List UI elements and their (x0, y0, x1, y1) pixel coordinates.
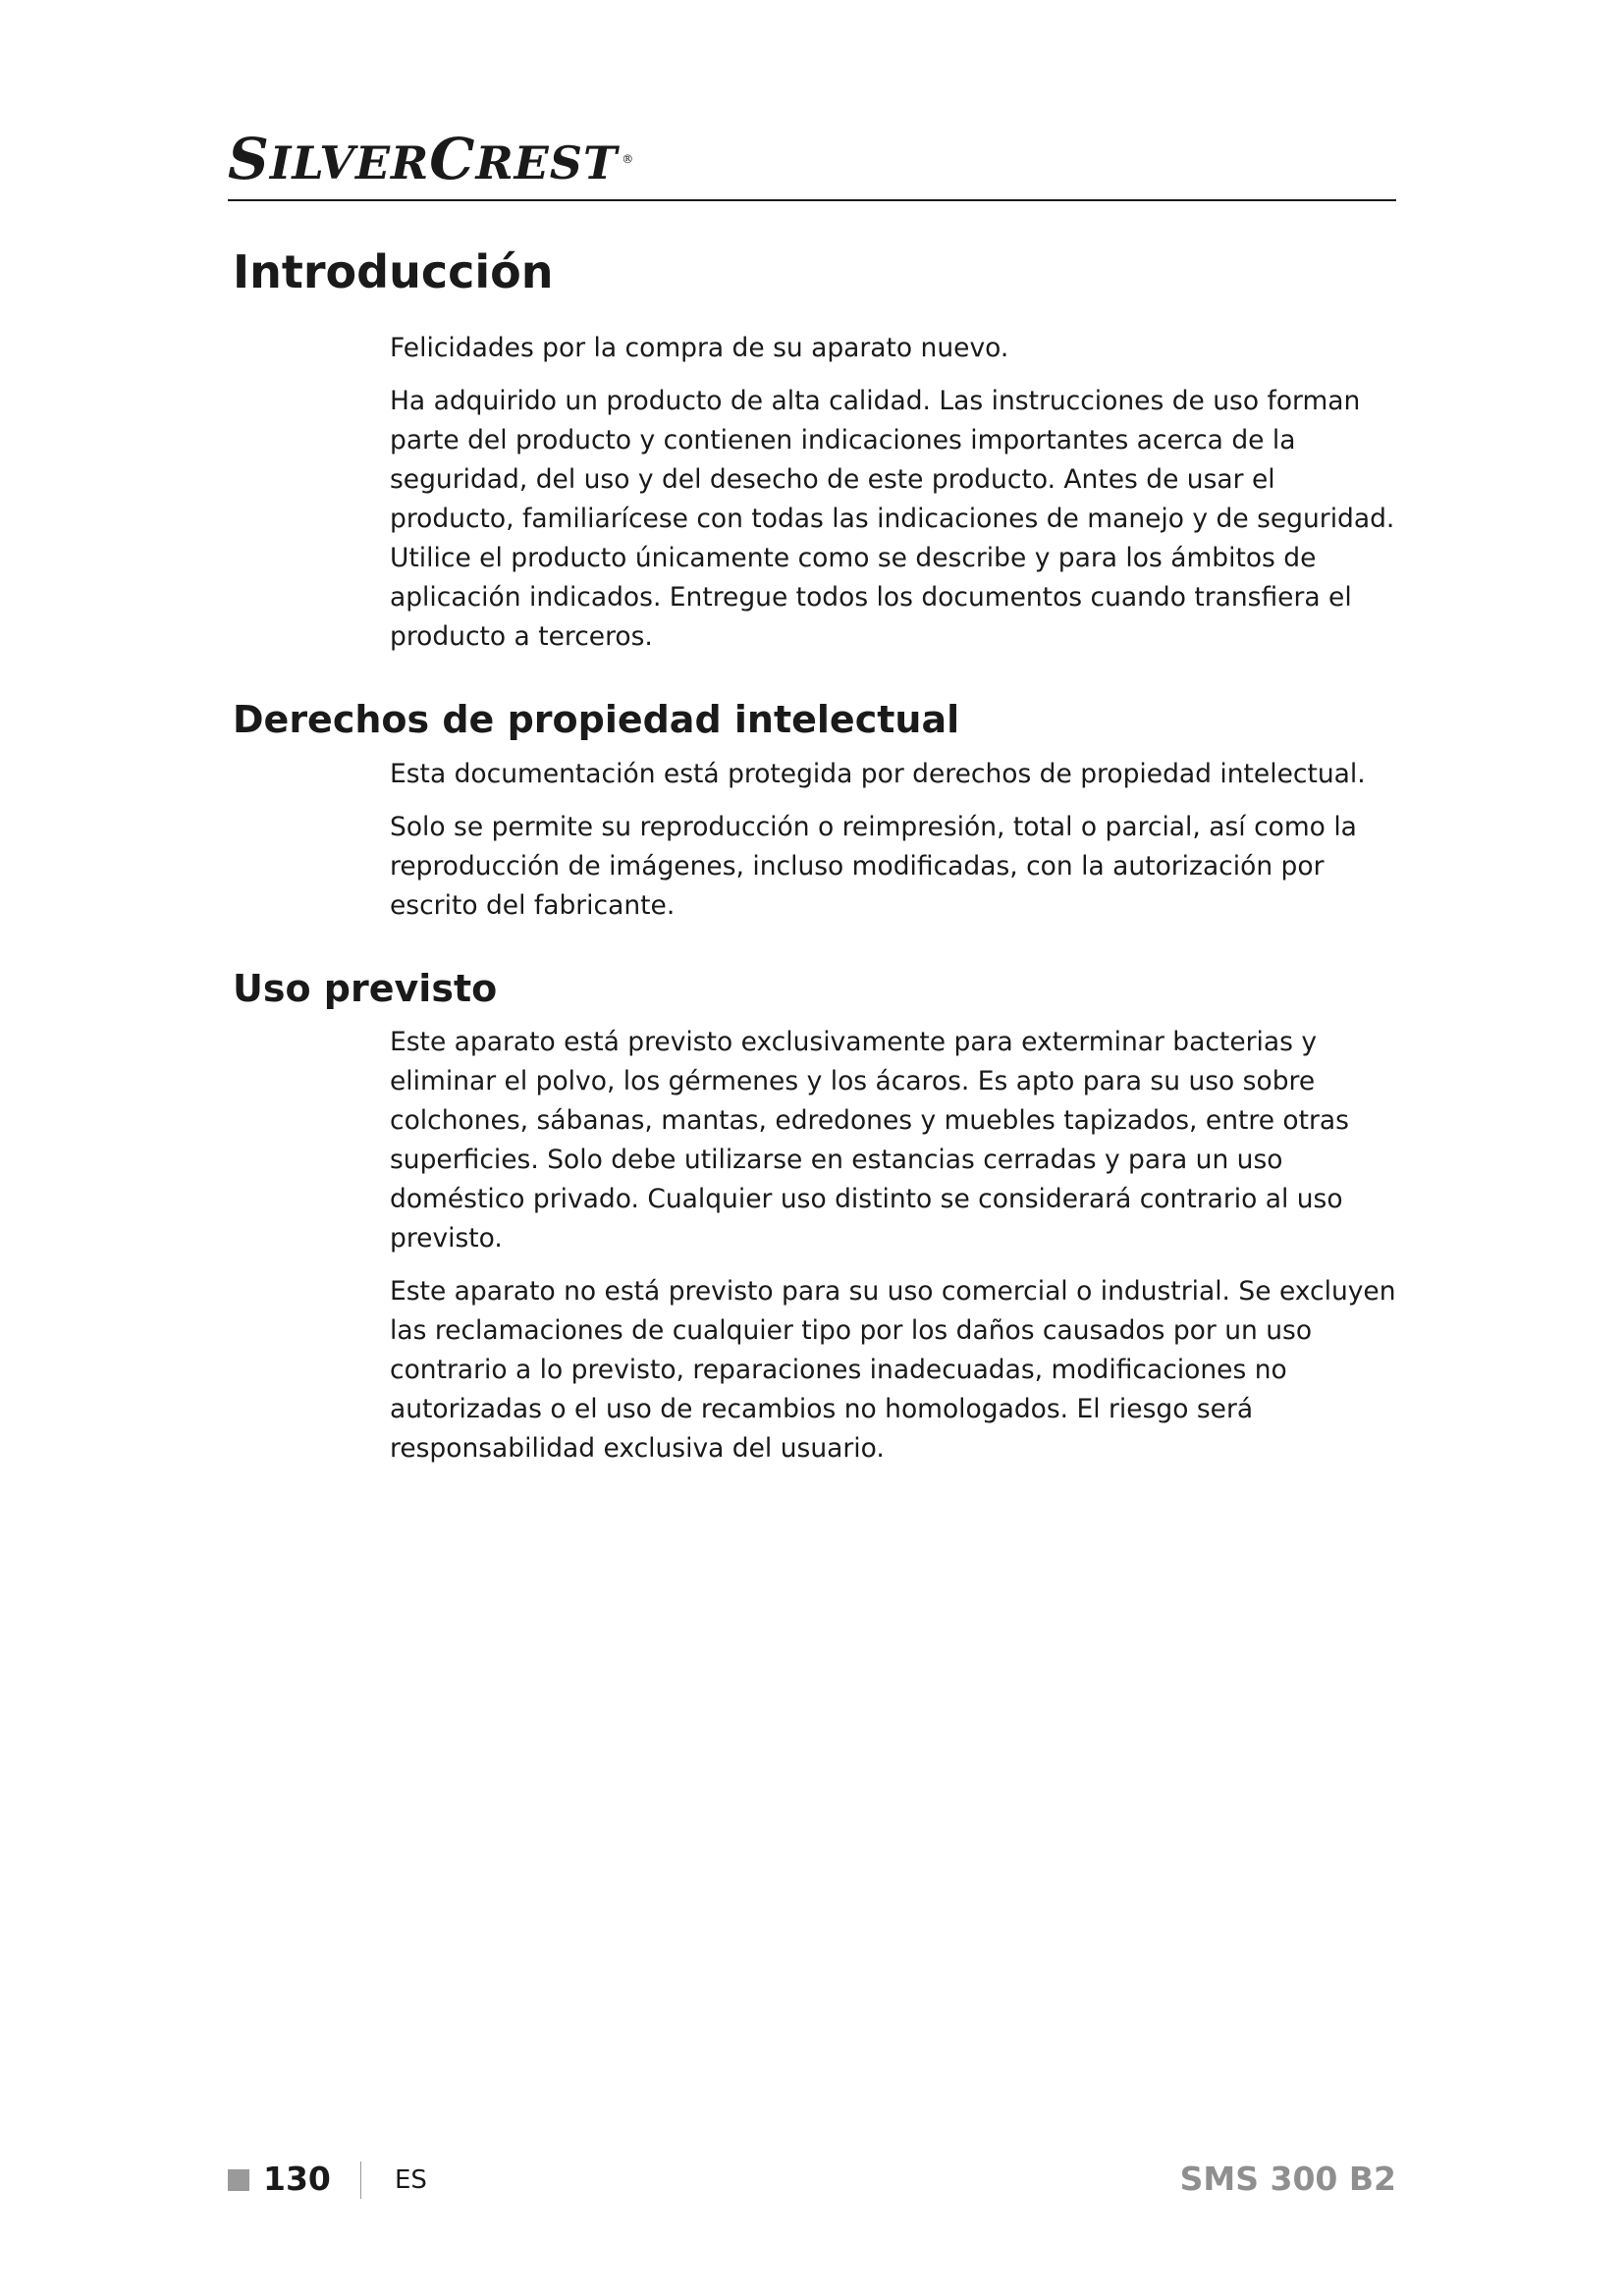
section-introduccion (233, 245, 1401, 657)
paragraph: Ha adquirido un producto de alta calidad. Las instrucciones de uso forman parte del producto y contienen indicaciones importantes acerca de la seguridad, del uso y del desecho de este producto. Antes de usar el producto, familiarícese con todas las indicaciones de manejo y de seguridad. Utilice el producto únicamente como se describe y para los ámbitos de aplicación indicados. Entregue todos los documentos cuando transfiera el producto a terceros. (390, 386, 1395, 653)
section-uso-previsto (233, 967, 1401, 1469)
page-content (233, 245, 1401, 1510)
section-derechos (233, 698, 1401, 926)
brand-logo-letters: ILVER (269, 136, 430, 189)
section-title: Derechos de propiedad intelectual (233, 698, 960, 742)
model-name: SMS 300 B2 (1179, 2160, 1396, 2198)
header-rule (228, 199, 1396, 201)
page-number: 130 (263, 2160, 331, 2198)
section-title: Uso previsto (233, 966, 498, 1010)
brand-logo-letters: REST (475, 136, 619, 189)
page-footer (228, 2160, 1396, 2203)
paragraph: Esta documentación está protegida por derechos de propiedad intelectual. (390, 758, 1366, 789)
brand-logo-letter: S (228, 126, 270, 192)
section-title: Introducción (233, 245, 554, 298)
paragraph: Solo se permite su reproducción o reimpresión, total o parcial, así como la reproducción de imágenes, incluso modificadas, con la autorización por escrito del fabricante. (390, 811, 1357, 921)
language-code: ES (395, 2165, 427, 2195)
brand-logo (228, 126, 634, 192)
paragraph: Este aparato está previsto exclusivamente para exterminar bacterias y eliminar el polvo, los gérmenes y los ácaros. Es apto para su uso sobre colchones, sábanas, mantas, edredones y muebles tapizados, entre otras superficies. Solo debe utilizarse en estancias cerradas y para un uso doméstico privado. Cualquier uso distinto se considerará contrario al uso previsto. (390, 1027, 1349, 1255)
footer-divider (360, 2162, 361, 2199)
paragraph: Felicidades por la compra de su aparato nuevo. (390, 333, 1009, 364)
paragraph: Este aparato no está previsto para su uso comercial o industrial. Se excluyen las reclamaciones de cualquier tipo por los daños causados por un uso contrario a lo previsto, reparaciones inadecuadas, modificaciones no autorizadas o el uso de recambios no homologados. El riesgo será responsabilidad exclusiva del usuario. (390, 1276, 1396, 1465)
footer-square-icon (228, 2169, 249, 2191)
registered-mark: ® (622, 151, 635, 166)
brand-logo-letter: C (429, 126, 476, 192)
